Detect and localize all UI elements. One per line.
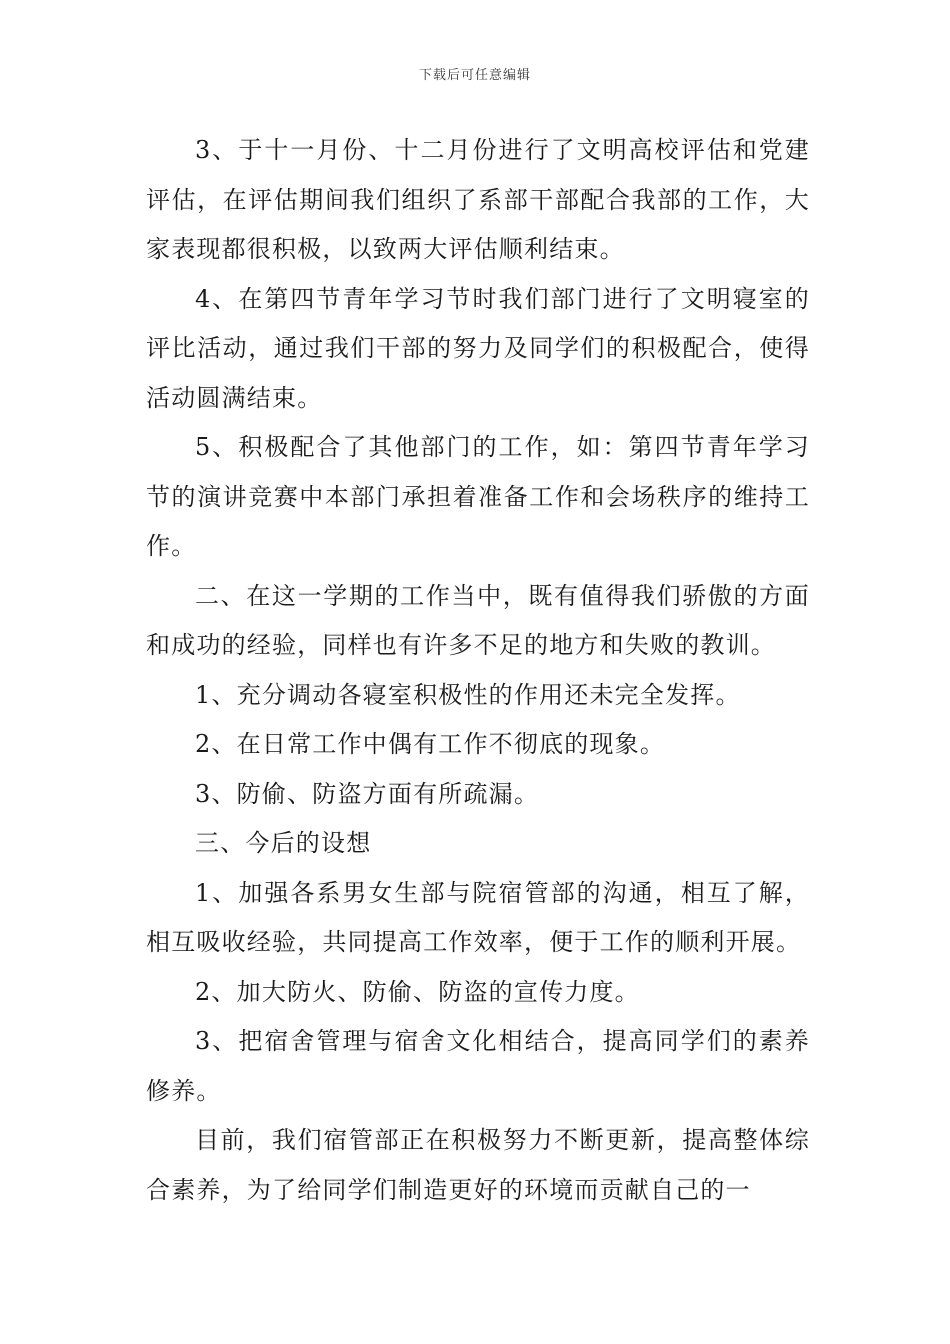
paragraph-item-5-cooperation: 5、积极配合了其他部门的工作，如：第四节青年学习节的演讲竞赛中本部门承担着准备工作和会场秩序的维持工作。: [146, 433, 810, 560]
paragraph-plan-2: 2、加大防火、防偷、防盗的宣传力度。: [195, 977, 640, 1006]
paragraph-plan-1: 1、加强各系男女生部与院宿管部的沟通，相互了解，相互吸收经验，共同提高工作效率，便于工作的顺利开展。: [146, 878, 810, 956]
paragraph-item-4-dorm-contest: 4、在第四节青年学习节时我们部门进行了文明寝室的评比活动，通过我们干部的努力及同学们的积极配合，使得活动圆满结束。: [146, 284, 810, 412]
paragraph-plan-3: 3、把宿舍管理与宿舍文化相结合，提高同学们的素养修养。: [146, 1027, 810, 1105]
paragraph-shortcoming-1: 1、充分调动各寝室积极性的作用还未完全发挥。: [195, 680, 741, 709]
paragraph-shortcoming-3: 3、防偷、防盗方面有所疏漏。: [195, 779, 540, 808]
paragraph-conclusion: 目前，我们宿管部正在积极努力不断更新，提高整体综合素养，为了给同学们制造更好的环境而贡献自己的一: [146, 1126, 810, 1204]
paragraph-section-2-heading: 二、在这一学期的工作当中，既有值得我们骄傲的方面和成功的经验，同样也有许多不足的地方和失败的教训。: [146, 581, 810, 659]
page-header-note: 下载后可任意编辑: [418, 68, 531, 83]
paragraph-item-3-evaluation: 3、于十一月份、十二月份进行了文明高校评估和党建评估，在评估期间我们组织了系部干部配合我部的工作，大家表现都很积极，以致两大评估顺利结束。: [146, 136, 810, 263]
document-body: [146, 126, 810, 1215]
paragraph-shortcoming-2: 2、在日常工作中偶有工作不彻底的现象。: [195, 730, 666, 758]
paragraph-section-3-heading: 三、今后的设想: [195, 829, 372, 857]
